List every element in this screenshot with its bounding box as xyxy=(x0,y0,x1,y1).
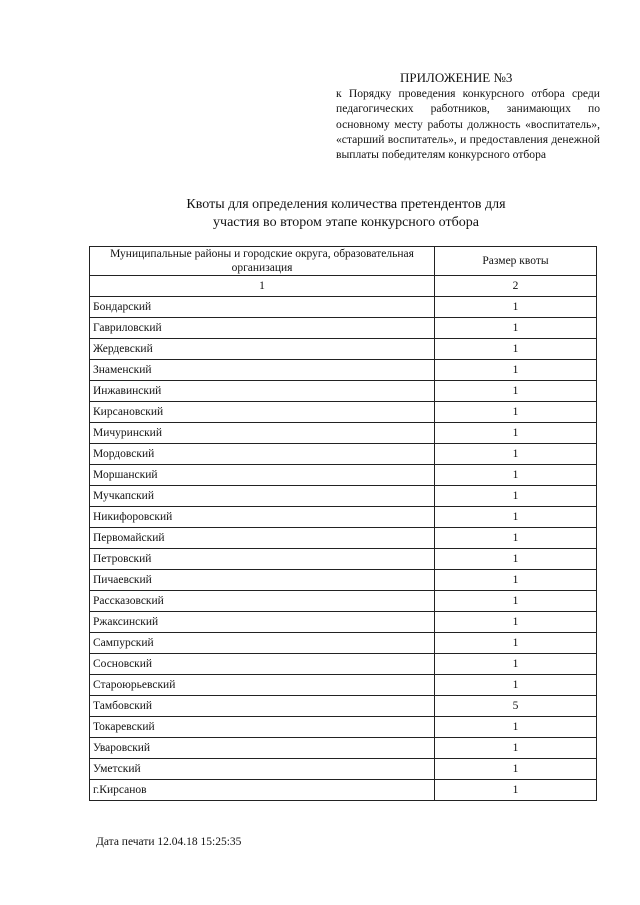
table-row xyxy=(90,759,597,780)
column-number-row xyxy=(90,276,597,297)
appendix-title: ПРИЛОЖЕНИЕ №3 xyxy=(400,70,513,85)
quota-value: 1 xyxy=(435,759,597,780)
table-header-row xyxy=(90,247,597,276)
table-row xyxy=(90,654,597,675)
quota-value: 1 xyxy=(435,486,597,507)
quota-value: 1 xyxy=(435,780,597,801)
table-row xyxy=(90,612,597,633)
table-row xyxy=(90,633,597,654)
header-name: Муниципальные районы и городские округа, образовательная организация xyxy=(90,247,435,276)
print-date: Дата печати 12.04.18 15:25:35 xyxy=(96,836,242,848)
district-name: г.Кирсанов xyxy=(90,780,435,801)
quota-value: 1 xyxy=(435,675,597,696)
quota-value: 1 xyxy=(435,612,597,633)
table-row xyxy=(90,549,597,570)
district-name: Уваровский xyxy=(90,738,435,759)
district-name: Никифоровский xyxy=(90,507,435,528)
district-name: Гавриловский xyxy=(90,318,435,339)
district-name: Петровский xyxy=(90,549,435,570)
quota-table xyxy=(89,246,597,801)
district-name: Пичаевский xyxy=(90,570,435,591)
district-name: Знаменский xyxy=(90,360,435,381)
table-row xyxy=(90,696,597,717)
appendix-text: к Порядку проведения конкурсного отбора среди педагогических работников, занимающих по основному месту работы должность «воспитатель», «старший воспитатель», и предоставления денежной выплаты победителям конкурсного отбора xyxy=(336,87,600,162)
district-name: Мучкапский xyxy=(90,486,435,507)
quota-value: 5 xyxy=(435,696,597,717)
table-row xyxy=(90,297,597,318)
district-name: Ржаксинский xyxy=(90,612,435,633)
column-number-1: 1 xyxy=(90,276,435,297)
quota-value: 1 xyxy=(435,654,597,675)
header-quota: Размер квоты xyxy=(435,247,597,276)
table-row xyxy=(90,738,597,759)
table-row xyxy=(90,381,597,402)
table-row xyxy=(90,360,597,381)
page-title-line-1: Квоты для определения количества претендентов для xyxy=(186,197,506,212)
table-row xyxy=(90,507,597,528)
quota-value: 1 xyxy=(435,318,597,339)
quota-value: 1 xyxy=(435,444,597,465)
table-row xyxy=(90,717,597,738)
quota-value: 1 xyxy=(435,297,597,318)
quota-value: 1 xyxy=(435,339,597,360)
quota-value: 1 xyxy=(435,717,597,738)
district-name: Сосновский xyxy=(90,654,435,675)
table-row xyxy=(90,675,597,696)
district-name: Сампурский xyxy=(90,633,435,654)
table-row xyxy=(90,444,597,465)
quota-value: 1 xyxy=(435,465,597,486)
district-name: Токаревский xyxy=(90,717,435,738)
page-title xyxy=(90,196,602,232)
table-row xyxy=(90,423,597,444)
quota-value: 1 xyxy=(435,381,597,402)
quota-value: 1 xyxy=(435,570,597,591)
table-row xyxy=(90,465,597,486)
district-name: Староюрьевский xyxy=(90,675,435,696)
quota-value: 1 xyxy=(435,528,597,549)
district-name: Кирсановский xyxy=(90,402,435,423)
quota-value: 1 xyxy=(435,738,597,759)
table-row xyxy=(90,528,597,549)
district-name: Тамбовский xyxy=(90,696,435,717)
quota-value: 1 xyxy=(435,402,597,423)
district-name: Жердевский xyxy=(90,339,435,360)
quota-value: 1 xyxy=(435,633,597,654)
district-name: Моршанский xyxy=(90,465,435,486)
table-row xyxy=(90,780,597,801)
district-name: Рассказовский xyxy=(90,591,435,612)
quota-value: 1 xyxy=(435,423,597,444)
table-row xyxy=(90,339,597,360)
page-title-line-2: участия во втором этапе конкурсного отбора xyxy=(213,215,479,230)
district-name: Инжавинский xyxy=(90,381,435,402)
quota-value: 1 xyxy=(435,507,597,528)
table-row xyxy=(90,402,597,423)
table-row xyxy=(90,318,597,339)
district-name: Мичуринский xyxy=(90,423,435,444)
table-row xyxy=(90,591,597,612)
table-row xyxy=(90,570,597,591)
quota-value: 1 xyxy=(435,360,597,381)
quota-value: 1 xyxy=(435,591,597,612)
district-name: Мордовский xyxy=(90,444,435,465)
column-number-2: 2 xyxy=(435,276,597,297)
district-name: Уметский xyxy=(90,759,435,780)
quota-value: 1 xyxy=(435,549,597,570)
appendix-block xyxy=(336,70,600,162)
district-name: Первомайский xyxy=(90,528,435,549)
table-row xyxy=(90,486,597,507)
district-name: Бондарский xyxy=(90,297,435,318)
